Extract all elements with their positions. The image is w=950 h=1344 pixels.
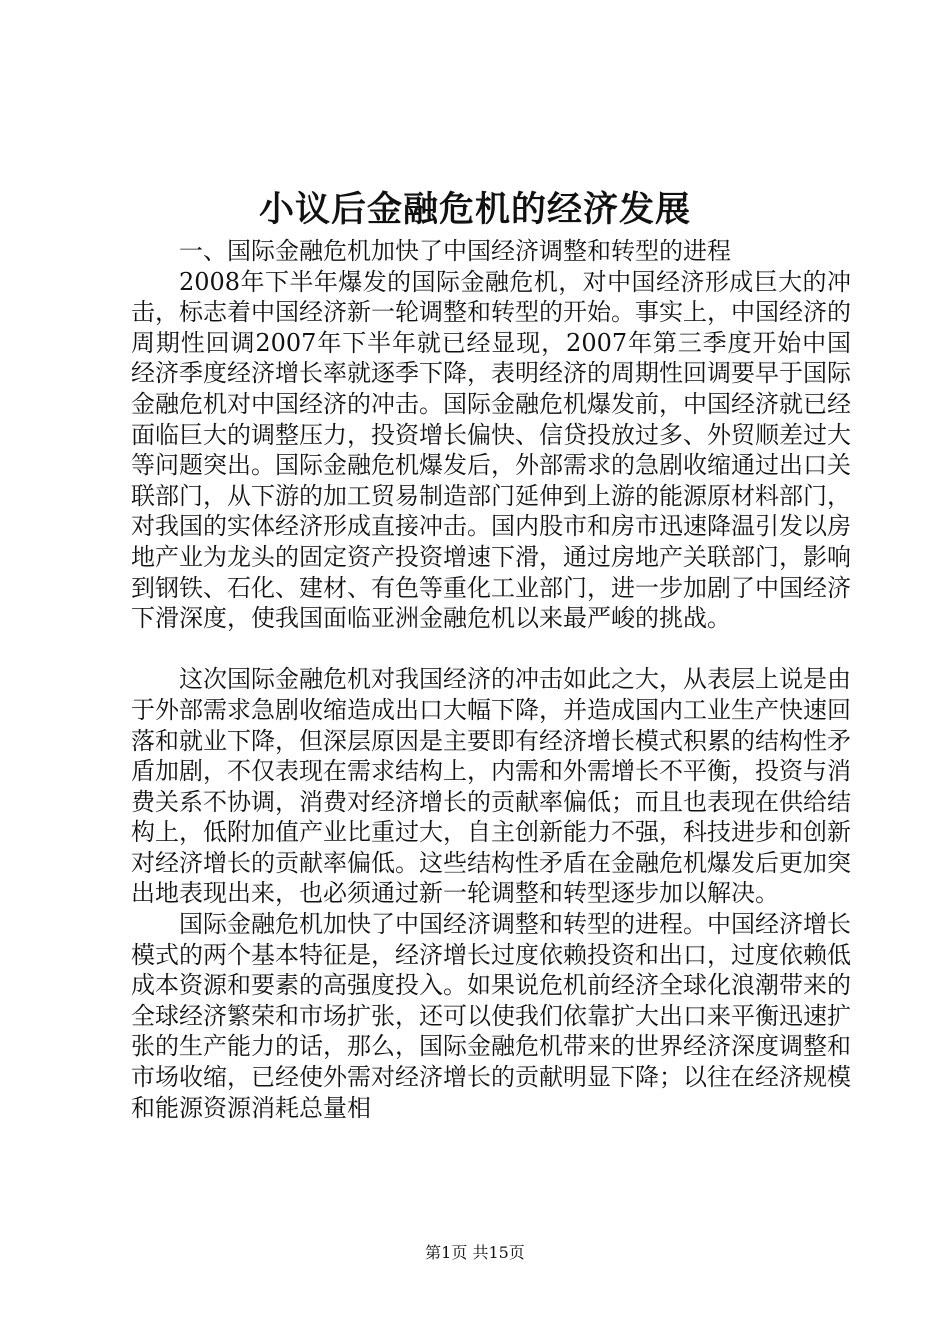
paragraph-1: 2008年下半年爆发的国际金融危机，对中国经济形成巨大的冲击，标志着中国经济新一轮调整和转型的开始。事实上，中国经济的周期性回调2007年下半年就已经显现，2007年第三季度开始中国经济季度经济增长率就逐季下降，表明经济的周期性回调要早于国际金融危机对中国经济的冲击。国际金融危机爆发前，中国经济就已经面临巨大的调整压力，投资增长偏快、信贷投放过多、外贸顺差过大等问题突出。国际金融危机爆发后，外部需求的急剧收缩通过出口关联部门，从下游的加工贸易制造部门延伸到上游的能源原材料部门，对我国的实体经济形成直接冲击。国内股市和房市迅速降温引发以房地产业为龙头的固定资产投资增速下滑，通过房地产关联部门，影响到钢铁、石化、建材、有色等重化工业部门，进一步加剧了中国经济下滑深度，使我国面临亚洲金融危机以来最严峻的挑战。 xyxy=(131,267,851,633)
paragraph-3: 国际金融危机加快了中国经济调整和转型的进程。中国经济增长模式的两个基本特征是，经济增长过度依赖投资和出口，过度依赖低成本资源和要素的高强度投入。如果说危机前经济全球化浪潮带来的全球经济繁荣和市场扩张，还可以使我们依靠扩大出口来平衡迅速扩张的生产能力的话，那么，国际金融危机带来的世界经济深度调整和市场收缩，已经使外需对经济增长的贡献明显下降；以往在经济规模和能源资源消耗总量相 xyxy=(131,910,851,1122)
paragraph-spacer xyxy=(131,634,851,665)
document-body xyxy=(131,236,851,1123)
section-heading: 一、国际金融危机加快了中国经济调整和转型的进程 xyxy=(179,237,731,265)
paragraph-2: 这次国际金融危机对我国经济的冲击如此之大，从表层上说是由于外部需求急剧收缩造成出口大幅下降，并造成国内工业生产快速回落和就业下降，但深层原因是主要即有经济增长模式积累的结构性矛盾加剧，不仅表现在需求结构上，内需和外需增长不平衡，投资与消费关系不协调，消费对经济增长的贡献率偏低；而且也表现在供给结构上，低附加值产业比重过大，自主创新能力不强，科技进步和创新对经济增长的贡献率偏低。这些结构性矛盾在金融危机爆发后更加突出地表现出来，也必须通过新一轮调整和转型逐步加以解决。 xyxy=(131,665,851,908)
page-number-footer: 第1页 共15页 xyxy=(425,1243,525,1262)
document-title: 小议后金融危机的经济发展 xyxy=(258,189,691,230)
